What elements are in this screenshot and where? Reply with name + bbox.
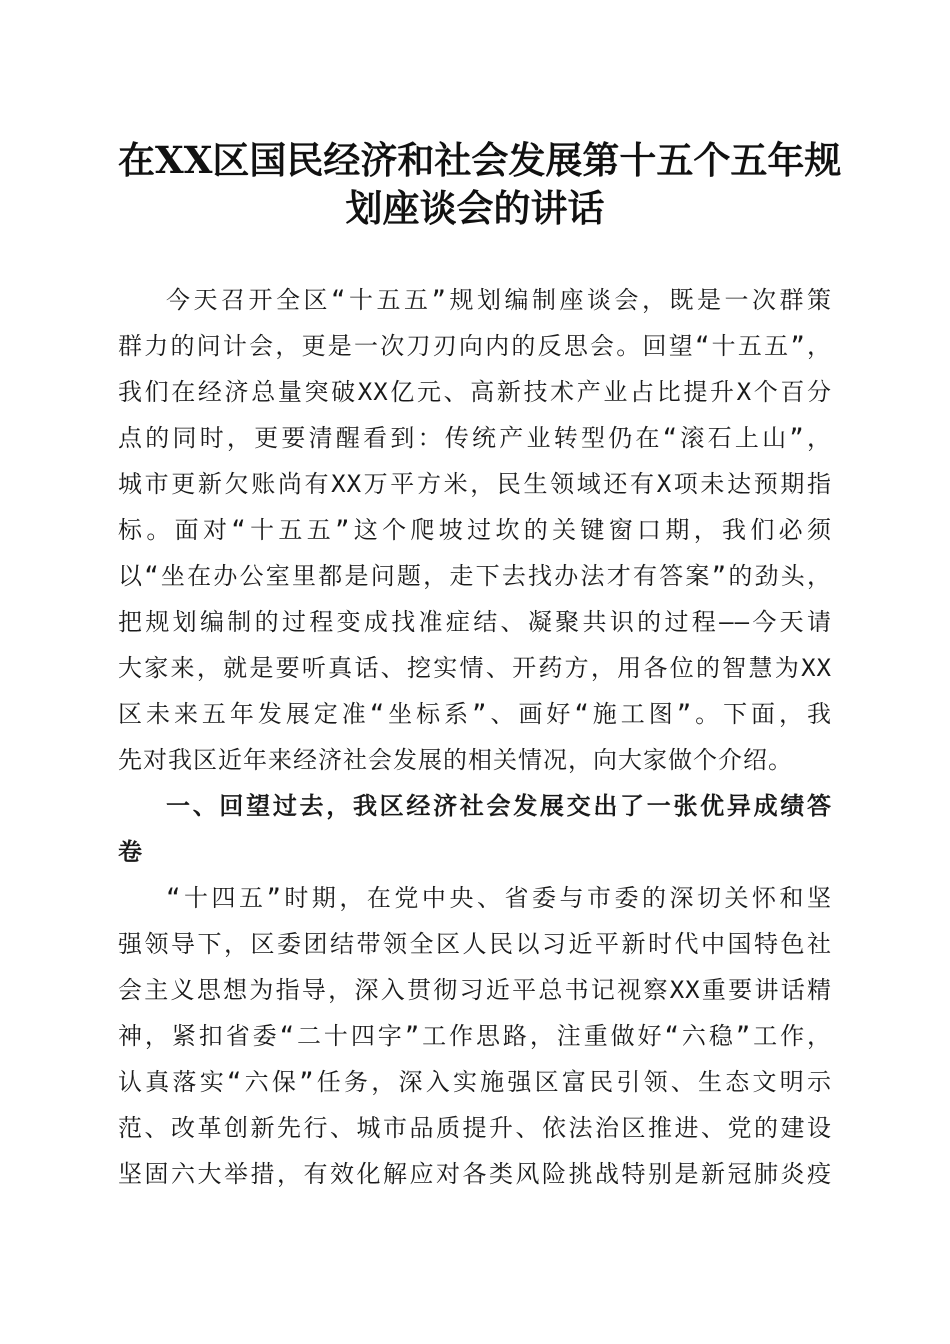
intro-line: 大家来，就是要听真话、挖实情、开药方，用各位的智慧为XX — [118, 654, 832, 682]
section-body-line: 坚固六大举措，有效化解应对各类风险挑战特别是新冠肺炎疫 — [118, 1160, 832, 1188]
intro-line: 区未来五年发展定准“坐标系”、画好“施工图”。下面，我 — [118, 700, 832, 728]
section-body-line: “十四五”时期，在党中央、省委与市委的深切关怀和坚 — [166, 884, 832, 912]
section-heading-line: 一、回望过去，我区经济社会发展交出了一张优异成绩答 — [166, 792, 832, 820]
intro-line: 城市更新欠账尚有XX万平方米，民生领域还有X项未达预期指 — [118, 470, 832, 498]
intro-line: 以“坐在办公室里都是问题，走下去找办法才有答案”的劲头， — [118, 562, 832, 590]
section-body-line: 范、改革创新先行、城市品质提升、依法治区推进、党的建设 — [118, 1114, 832, 1142]
intro-line: 把规划编制的过程变成找准症结、凝聚共识的过程——今天请 — [118, 608, 832, 636]
intro-line: 群力的问计会，更是一次刀刃向内的反思会。回望“十五五”， — [118, 332, 832, 360]
intro-line: 标。面对“十五五”这个爬坡过坎的关键窗口期，我们必须 — [118, 516, 832, 544]
title-line-2: 划座谈会的讲话 — [345, 186, 605, 230]
section-body-line: 神，紧扣省委“二十四字”工作思路，注重做好“六稳”工作， — [118, 1022, 832, 1050]
intro-line: 点的同时，更要清醒看到：传统产业转型仍在“滚石上山”， — [118, 424, 832, 452]
section-body-line: 强领导下，区委团结带领全区人民以习近平新时代中国特色社 — [118, 930, 832, 958]
intro-line: 先对我区近年来经济社会发展的相关情况，向大家做个介绍。 — [118, 746, 793, 774]
section-body-line: 会主义思想为指导，深入贯彻习近平总书记视察XX重要讲话精 — [118, 976, 832, 1004]
section-body-line: 认真落实“六保”任务，深入实施强区富民引领、生态文明示 — [118, 1068, 832, 1096]
document-title — [118, 136, 842, 232]
intro-line: 今天召开全区“十五五”规划编制座谈会，既是一次群策 — [166, 286, 832, 314]
title-line-1: 在XX区国民经济和社会发展第十五个五年规 — [118, 138, 842, 182]
intro-line: 我们在经济总量突破XX亿元、高新技术产业占比提升X个百分 — [118, 378, 832, 406]
section-heading-line: 卷 — [118, 838, 143, 866]
document-body — [118, 277, 832, 1197]
